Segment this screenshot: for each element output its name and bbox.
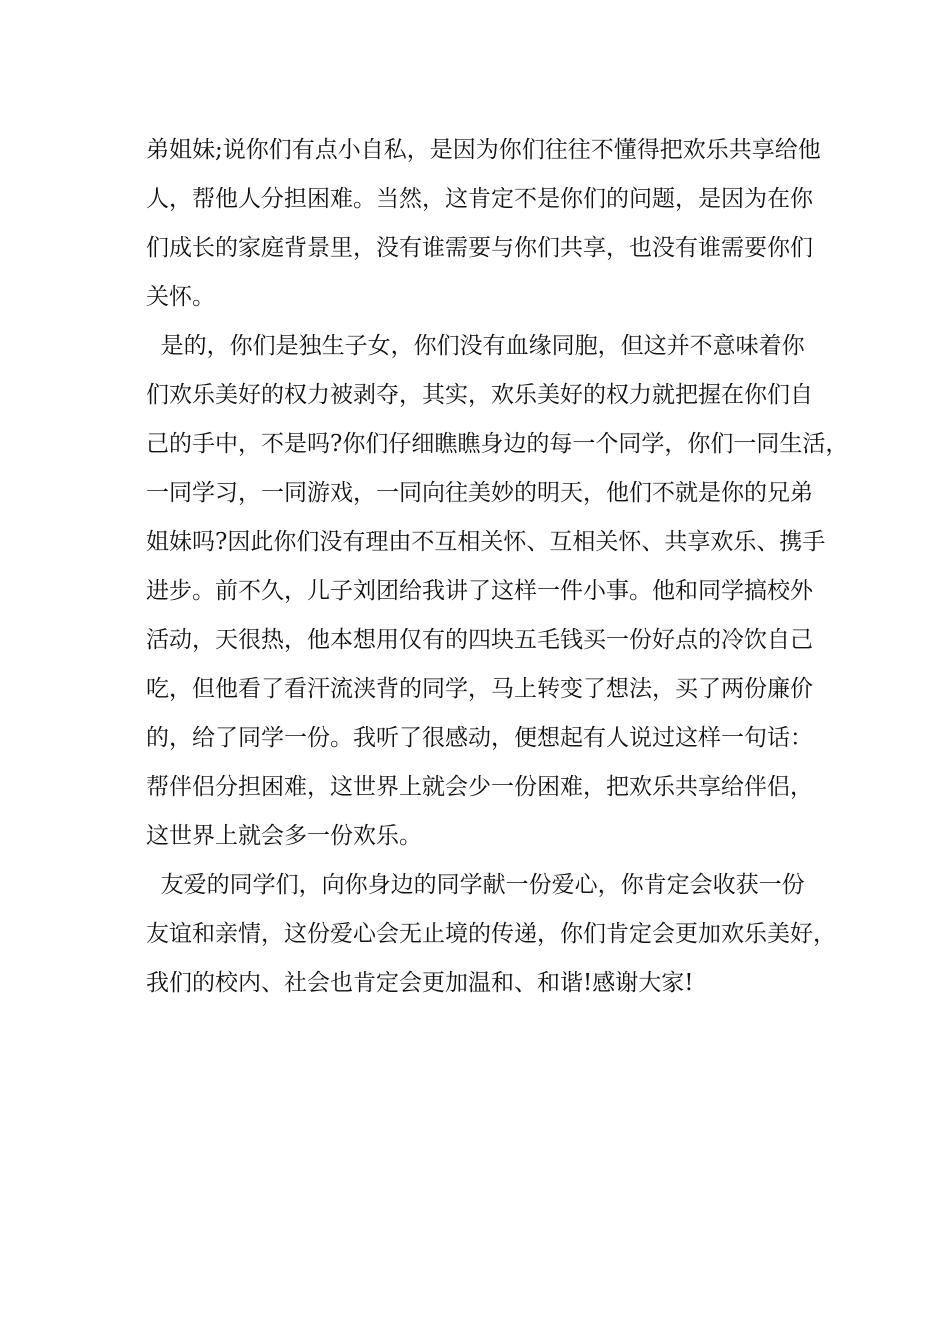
text-line: 姐妹吗?因此你们没有理由不互相关怀、互相关怀、共享欢乐、携手	[146, 529, 826, 555]
text-line: 一同学习，一同游戏，一同向往美妙的明天，他们不就是你的兄弟	[146, 480, 813, 506]
text-line: 的，给了同学一份。我听了很感动，便想起有人说过这样一句话：	[146, 725, 813, 751]
text-line: 活动，天很热，他本想用仅有的四块五毛钱买一份好点的冷饮自己	[146, 627, 813, 653]
text-line: 吃，但他看了看汗流浃背的同学，马上转变了想法，买了两份廉价	[146, 676, 813, 702]
paragraph-1	[146, 126, 836, 322]
paragraph-2	[146, 322, 849, 861]
text-line: 这世界上就会多一份欢乐。	[146, 823, 422, 849]
text-line: 关怀。	[146, 284, 215, 310]
text-line: 我们的校内、社会也肯定会更加温和、和谐!感谢大家!	[146, 970, 694, 996]
text-line: 己的手中，不是吗?你们仔细瞧瞧身边的每一个同学，你们一同生活，	[146, 431, 849, 457]
text-line: 帮伴侣分担困难，这世界上就会少一份困难，把欢乐共享给伴侣，	[146, 774, 813, 800]
paragraph-3	[146, 861, 836, 1008]
text-line: 们欢乐美好的权力被剥夺，其实，欢乐美好的权力就把握在你们自	[146, 382, 813, 408]
text-line: 弟姐妹;说你们有点小自私，是因为你们往往不懂得把欢乐共享给他	[146, 137, 821, 163]
text-line: 友谊和亲情，这份爱心会无止境的传递，你们肯定会更加欢乐美好，	[146, 921, 836, 947]
text-line: 人，帮他人分担困难。当然，这肯定不是你们的问题，是因为在你	[146, 186, 813, 212]
text-line: 进步。前不久，儿子刘团给我讲了这样一件小事。他和同学搞校外	[146, 578, 813, 604]
text-line: 们成长的家庭背景里，没有谁需要与你们共享，也没有谁需要你们	[146, 235, 813, 261]
text-line: 友爱的同学们，向你身边的同学献一份爱心，你肯定会收获一份	[146, 872, 805, 898]
text-line: 是的，你们是独生子女，你们没有血缘同胞，但这并不意味着你	[146, 333, 805, 359]
body-text	[146, 126, 849, 1008]
